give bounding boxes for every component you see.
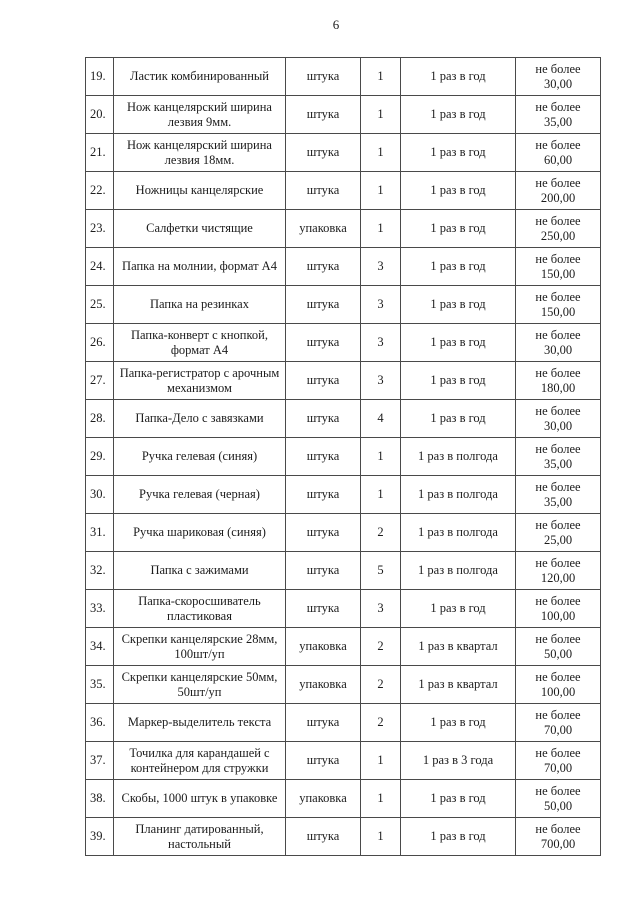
item-name-cell: Папка на молнии, формат А4 — [114, 248, 286, 286]
price-cell — [516, 58, 601, 96]
frequency-cell: 1 раз в полгода — [401, 552, 516, 590]
price-value: 150,00 — [540, 304, 576, 319]
price-value: 50,00 — [543, 798, 573, 813]
item-number-cell: 33. — [86, 590, 114, 628]
quantity-cell: 2 — [361, 514, 401, 552]
item-name-cell: Нож канцелярский ширина лезвия 9мм. — [114, 96, 286, 134]
table-row — [86, 666, 601, 704]
item-name-cell: Ластик комбинированный — [114, 58, 286, 96]
item-number-cell: 38. — [86, 780, 114, 818]
item-number-cell: 23. — [86, 210, 114, 248]
frequency-cell: 1 раз в год — [401, 780, 516, 818]
table-row — [86, 818, 601, 856]
price-cell — [516, 172, 601, 210]
item-name-cell: Скрепки канцелярские 28мм, 100шт/уп — [114, 628, 286, 666]
price-value: 700,00 — [540, 836, 576, 851]
item-name-cell: Маркер-выделитель текста — [114, 704, 286, 742]
item-number-cell: 21. — [86, 134, 114, 172]
frequency-cell: 1 раз в год — [401, 58, 516, 96]
item-number-cell: 22. — [86, 172, 114, 210]
price-value: 50,00 — [543, 646, 573, 661]
item-number-cell: 19. — [86, 58, 114, 96]
quantity-cell: 1 — [361, 210, 401, 248]
price-cell — [516, 590, 601, 628]
item-name-cell: Папка-конверт с кнопкой, формат А4 — [114, 324, 286, 362]
quantity-cell: 2 — [361, 666, 401, 704]
item-name-cell: Папка-Дело с завязками — [114, 400, 286, 438]
item-name-cell: Папка-регистратор с арочным механизмом — [114, 362, 286, 400]
table-row — [86, 438, 601, 476]
unit-cell: штука — [286, 400, 361, 438]
item-name-cell: Ручка гелевая (синяя) — [114, 438, 286, 476]
table-row — [86, 400, 601, 438]
price-limit-label: не более — [535, 479, 581, 494]
item-number-cell: 30. — [86, 476, 114, 514]
item-number-cell: 28. — [86, 400, 114, 438]
frequency-cell: 1 раз в год — [401, 818, 516, 856]
unit-cell: штука — [286, 134, 361, 172]
price-cell — [516, 818, 601, 856]
quantity-cell: 5 — [361, 552, 401, 590]
price-value: 30,00 — [543, 76, 573, 91]
page-number: 6 — [332, 17, 340, 32]
price-limit-label: не более — [535, 783, 581, 798]
item-name-cell: Ручка шариковая (синяя) — [114, 514, 286, 552]
price-value: 70,00 — [543, 760, 573, 775]
price-limit-label: не более — [535, 99, 581, 114]
unit-cell: штука — [286, 248, 361, 286]
table-row — [86, 286, 601, 324]
unit-cell: штука — [286, 818, 361, 856]
price-limit-label: не более — [535, 365, 581, 380]
table-row — [86, 590, 601, 628]
price-limit-label: не более — [535, 251, 581, 266]
item-number-cell: 37. — [86, 742, 114, 780]
unit-cell: штука — [286, 742, 361, 780]
unit-cell: штука — [286, 96, 361, 134]
price-value: 70,00 — [543, 722, 573, 737]
price-cell — [516, 666, 601, 704]
frequency-cell: 1 раз в год — [401, 210, 516, 248]
table-row — [86, 134, 601, 172]
price-limit-label: не более — [535, 327, 581, 342]
item-name-cell: Ручка гелевая (черная) — [114, 476, 286, 514]
price-cell — [516, 514, 601, 552]
table-row — [86, 780, 601, 818]
quantity-cell: 3 — [361, 248, 401, 286]
unit-cell: штука — [286, 324, 361, 362]
price-value: 250,00 — [540, 228, 576, 243]
item-number-cell: 29. — [86, 438, 114, 476]
frequency-cell: 1 раз в 3 года — [401, 742, 516, 780]
price-cell — [516, 96, 601, 134]
price-cell — [516, 780, 601, 818]
table-row — [86, 742, 601, 780]
item-name-cell: Планинг датированный, настольный — [114, 818, 286, 856]
frequency-cell: 1 раз в год — [401, 590, 516, 628]
price-value: 35,00 — [543, 456, 573, 471]
quantity-cell: 1 — [361, 58, 401, 96]
frequency-cell: 1 раз в год — [401, 96, 516, 134]
price-value: 30,00 — [543, 342, 573, 357]
unit-cell: штука — [286, 476, 361, 514]
table-row — [86, 210, 601, 248]
frequency-cell: 1 раз в квартал — [401, 628, 516, 666]
unit-cell: штука — [286, 552, 361, 590]
item-number-cell: 32. — [86, 552, 114, 590]
price-limit-label: не более — [535, 517, 581, 532]
frequency-cell: 1 раз в полгода — [401, 438, 516, 476]
frequency-cell: 1 раз в полгода — [401, 476, 516, 514]
item-number-cell: 36. — [86, 704, 114, 742]
frequency-cell: 1 раз в год — [401, 400, 516, 438]
price-limit-label: не более — [535, 289, 581, 304]
unit-cell: штука — [286, 362, 361, 400]
table-row — [86, 172, 601, 210]
price-limit-label: не более — [535, 137, 581, 152]
unit-cell: упаковка — [286, 780, 361, 818]
item-number-cell: 31. — [86, 514, 114, 552]
price-value: 100,00 — [540, 608, 576, 623]
price-cell — [516, 210, 601, 248]
table-row — [86, 628, 601, 666]
price-limit-label: не более — [535, 821, 581, 836]
item-name-cell: Нож канцелярский ширина лезвия 18мм. — [114, 134, 286, 172]
price-limit-label: не более — [535, 403, 581, 418]
price-limit-label: не более — [535, 61, 581, 76]
quantity-cell: 3 — [361, 362, 401, 400]
price-cell — [516, 286, 601, 324]
item-name-cell: Салфетки чистящие — [114, 210, 286, 248]
item-number-cell: 25. — [86, 286, 114, 324]
item-number-cell: 26. — [86, 324, 114, 362]
table-row — [86, 552, 601, 590]
frequency-cell: 1 раз в квартал — [401, 666, 516, 704]
item-name-cell: Папка-скоросшиватель пластиковая — [114, 590, 286, 628]
price-value: 150,00 — [540, 266, 576, 281]
price-limit-label: не более — [535, 631, 581, 646]
price-limit-label: не более — [535, 669, 581, 684]
price-cell — [516, 248, 601, 286]
unit-cell: упаковка — [286, 628, 361, 666]
price-cell — [516, 134, 601, 172]
item-name-cell: Точилка для карандашей с контейнером для стружки — [114, 742, 286, 780]
price-value: 60,00 — [543, 152, 573, 167]
frequency-cell: 1 раз в год — [401, 172, 516, 210]
frequency-cell: 1 раз в год — [401, 134, 516, 172]
price-cell — [516, 704, 601, 742]
item-name-cell: Папка на резинках — [114, 286, 286, 324]
price-value: 100,00 — [540, 684, 576, 699]
quantity-cell: 3 — [361, 324, 401, 362]
frequency-cell: 1 раз в год — [401, 286, 516, 324]
table-row — [86, 248, 601, 286]
price-limit-label: не более — [535, 555, 581, 570]
quantity-cell: 1 — [361, 476, 401, 514]
price-cell — [516, 400, 601, 438]
unit-cell: штука — [286, 590, 361, 628]
item-number-cell: 34. — [86, 628, 114, 666]
price-value: 200,00 — [540, 190, 576, 205]
price-value: 120,00 — [540, 570, 576, 585]
item-number-cell: 35. — [86, 666, 114, 704]
quantity-cell: 1 — [361, 818, 401, 856]
price-cell — [516, 476, 601, 514]
frequency-cell: 1 раз в полгода — [401, 514, 516, 552]
table-row — [86, 704, 601, 742]
frequency-cell: 1 раз в год — [401, 362, 516, 400]
unit-cell: упаковка — [286, 666, 361, 704]
table-row — [86, 476, 601, 514]
item-number-cell: 39. — [86, 818, 114, 856]
price-cell — [516, 324, 601, 362]
unit-cell: штука — [286, 58, 361, 96]
price-value: 25,00 — [543, 532, 573, 547]
price-value: 35,00 — [543, 114, 573, 129]
price-limit-label: не более — [535, 441, 581, 456]
unit-cell: штука — [286, 438, 361, 476]
item-name-cell: Скрепки канцелярские 50мм, 50шт/уп — [114, 666, 286, 704]
quantity-cell: 1 — [361, 134, 401, 172]
supplies-table — [85, 57, 601, 856]
quantity-cell: 3 — [361, 286, 401, 324]
unit-cell: упаковка — [286, 210, 361, 248]
table-row — [86, 96, 601, 134]
frequency-cell: 1 раз в год — [401, 704, 516, 742]
frequency-cell: 1 раз в год — [401, 248, 516, 286]
price-cell — [516, 742, 601, 780]
item-name-cell: Ножницы канцелярские — [114, 172, 286, 210]
item-number-cell: 24. — [86, 248, 114, 286]
price-cell — [516, 438, 601, 476]
quantity-cell: 1 — [361, 172, 401, 210]
unit-cell: штука — [286, 286, 361, 324]
price-limit-label: не более — [535, 593, 581, 608]
price-value: 35,00 — [543, 494, 573, 509]
quantity-cell: 1 — [361, 96, 401, 134]
quantity-cell: 1 — [361, 438, 401, 476]
table-row — [86, 514, 601, 552]
supplies-table-body — [86, 58, 601, 856]
price-limit-label: не более — [535, 745, 581, 760]
table-row — [86, 324, 601, 362]
quantity-cell: 4 — [361, 400, 401, 438]
price-value: 180,00 — [540, 380, 576, 395]
item-number-cell: 27. — [86, 362, 114, 400]
quantity-cell: 1 — [361, 780, 401, 818]
price-limit-label: не более — [535, 175, 581, 190]
unit-cell: штука — [286, 172, 361, 210]
quantity-cell: 2 — [361, 628, 401, 666]
unit-cell: штука — [286, 704, 361, 742]
unit-cell: штука — [286, 514, 361, 552]
price-cell — [516, 362, 601, 400]
table-row — [86, 362, 601, 400]
item-number-cell: 20. — [86, 96, 114, 134]
item-name-cell: Папка с зажимами — [114, 552, 286, 590]
price-limit-label: не более — [535, 707, 581, 722]
quantity-cell: 1 — [361, 742, 401, 780]
price-value: 30,00 — [543, 418, 573, 433]
price-cell — [516, 628, 601, 666]
frequency-cell: 1 раз в год — [401, 324, 516, 362]
quantity-cell: 3 — [361, 590, 401, 628]
price-cell — [516, 552, 601, 590]
quantity-cell: 2 — [361, 704, 401, 742]
item-name-cell: Скобы, 1000 штук в упаковке — [114, 780, 286, 818]
price-limit-label: не более — [535, 213, 581, 228]
table-row — [86, 58, 601, 96]
